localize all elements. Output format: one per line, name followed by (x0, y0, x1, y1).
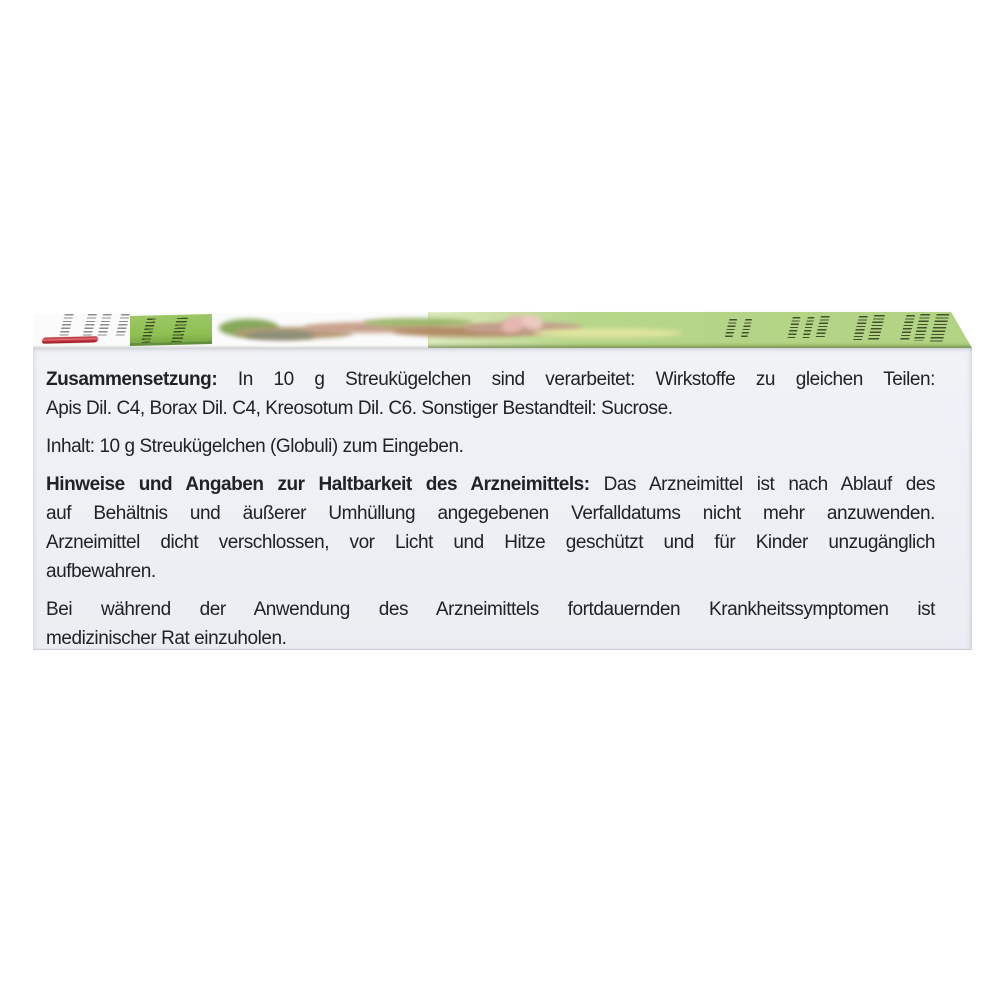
microtext-column (725, 319, 737, 337)
storage-text: Das Arzneimittel ist nach Ablauf des (603, 474, 935, 495)
microtext-column (141, 318, 156, 342)
plant-smear (245, 331, 315, 340)
box-top-face (33, 310, 972, 348)
advice-line-2: medizinischer Rat einzuholen. (46, 628, 287, 649)
microtext-column (59, 314, 73, 336)
composition-line-2: Apis Dil. C4, Borax Dil. C4, Kreosotum Dil. C6. Sonstiger Bestandteil: Sucrose. (46, 398, 673, 419)
microtext-column (171, 318, 188, 342)
advice-line-1: Bei während der Anwendung des Arzneimittels fortdauernden Krankheitssymptomen ist (46, 599, 935, 620)
microtext-column (97, 314, 112, 337)
storage-line-1 (46, 470, 935, 499)
paragraph-advice (46, 595, 935, 649)
microtext-column (853, 316, 868, 340)
front-text-block (46, 365, 935, 649)
microtext-column (914, 314, 931, 341)
storage-line-4: aufbewahren. (46, 561, 156, 582)
grass-smear (533, 328, 683, 338)
paragraph-storage (46, 470, 935, 586)
content-line-1: Inhalt: 10 g Streukügelchen (Globuli) zum Eingeben. (46, 436, 464, 457)
composition-text: In 10 g Streukügelchen sind verarbeitet: Wirkstoffe zu gleichen Teilen: (237, 369, 935, 390)
box-front-face (33, 348, 972, 649)
green-label-patch (130, 314, 212, 346)
storage-line-3: Arzneimittel dicht verschlossen, vor Licht und Hitze geschützt und für Kinder unzugänglich (46, 532, 935, 553)
microtext-column (115, 314, 130, 338)
microtext-column (930, 314, 950, 342)
storage-heading: Hinweise und Angaben zur Haltbarkeit des Arzneimittels: (46, 474, 590, 495)
composition-heading: Zusammensetzung: (46, 369, 218, 390)
microtext-column (741, 319, 752, 337)
composition-line-1 (46, 365, 935, 394)
paragraph-content (46, 432, 935, 461)
microtext-column (868, 315, 885, 340)
microtext-column (787, 317, 800, 338)
brand-logo-red-banner (42, 336, 99, 343)
paragraph-composition (46, 365, 935, 423)
microtext-column (900, 315, 915, 341)
microtext-column (802, 317, 814, 338)
medicine-box (33, 310, 972, 649)
microtext-column (815, 316, 830, 339)
microtext-column (82, 314, 97, 338)
storage-line-2: auf Behältnis und äußerer Umhüllung angegebenen Verfalldatums nicht mehr anzuwenden. (46, 503, 935, 524)
